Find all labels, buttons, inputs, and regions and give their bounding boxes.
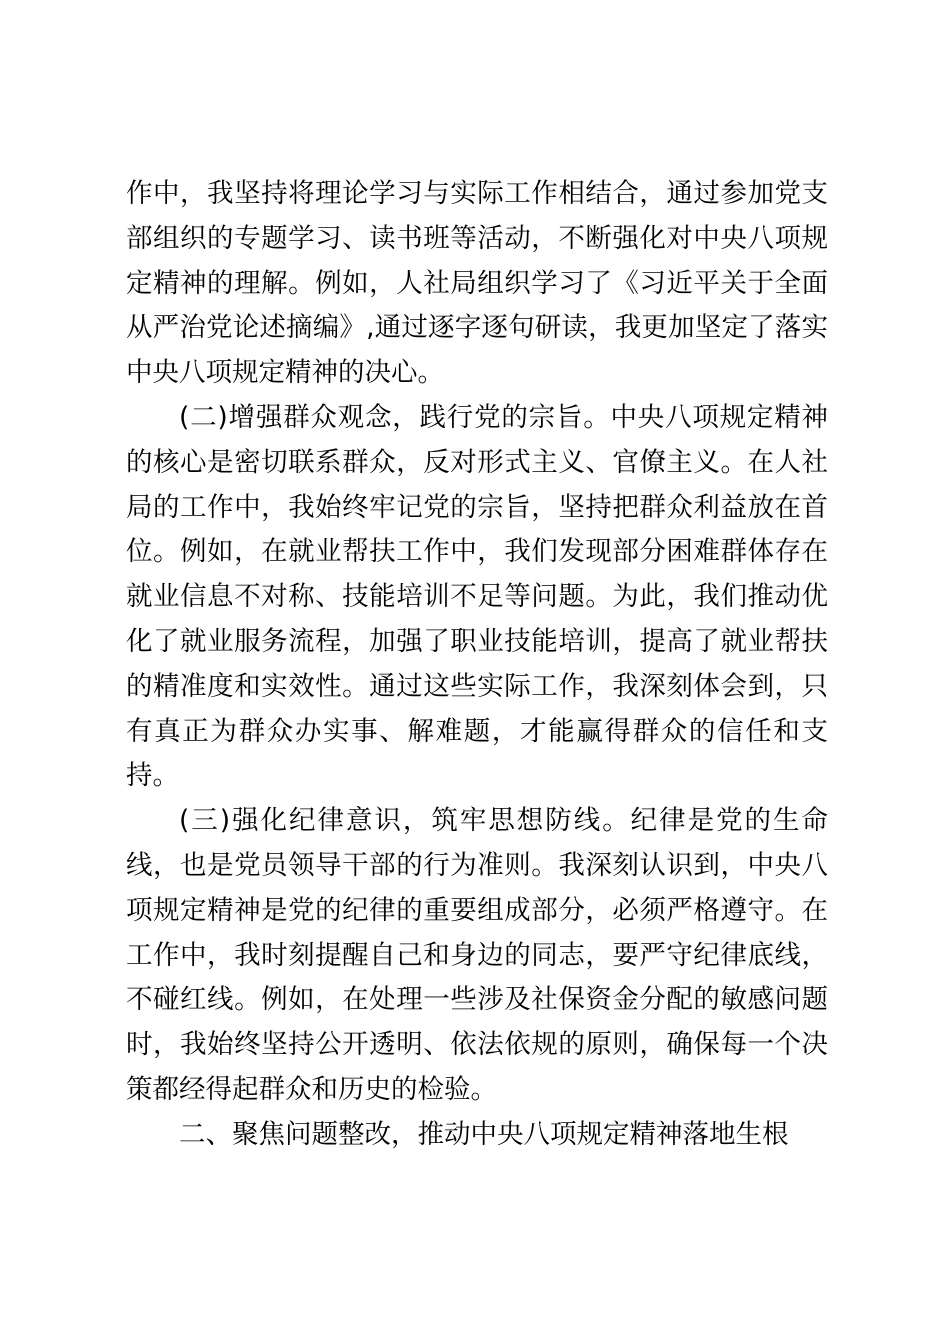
document-page: [126, 172, 828, 1158]
section-heading: 二、聚焦问题整改，推动中央八项规定精神落地生根: [179, 1118, 789, 1150]
paragraph-section-3: (三)强化纪律意识，筑牢思想防线。纪律是党的生命线，也是党员领导干部的行为准则。我深刻认识到，中央八项规定精神是党的纪律的重要组成部分，必须严格遵守。在工作中，我时刻提醒自己和身边的同志，要严守纪律底线，不碰红线。例如，在处理一些涉及社保资金分配的敏感问题时，我始终坚持公开透明、依法依规的原则，确保每一个决策都经得起群众和历史的检验。: [126, 805, 828, 1105]
paragraph-section-2: (二)增强群众观念，践行党的宗旨。中央八项规定精神的核心是密切联系群众，反对形式主义、官僚主义。在人社局的工作中，我始终牢记党的宗旨，坚持把群众利益放在首位。例如，在就业帮扶工作中，我们发现部分困难群体存在就业信息不对称、技能培训不足等问题。为此，我们推动优化了就业服务流程，加强了职业技能培训，提高了就业帮扶的精准度和实效性。通过这些实际工作，我深刻体会到，只有真正为群众办实事、解难题，才能赢得群众的信任和支持。: [126, 401, 828, 792]
paragraph-continued: 作中，我坚持将理论学习与实际工作相结合，通过参加党支部组织的专题学习、读书班等活动，不断强化对中央八项规定精神的理解。例如，人社局组织学习了《习近平关于全面从严治党论述摘编》,通过逐字逐句研读，我更加坚定了落实中央八项规定精神的决心。: [126, 178, 828, 389]
